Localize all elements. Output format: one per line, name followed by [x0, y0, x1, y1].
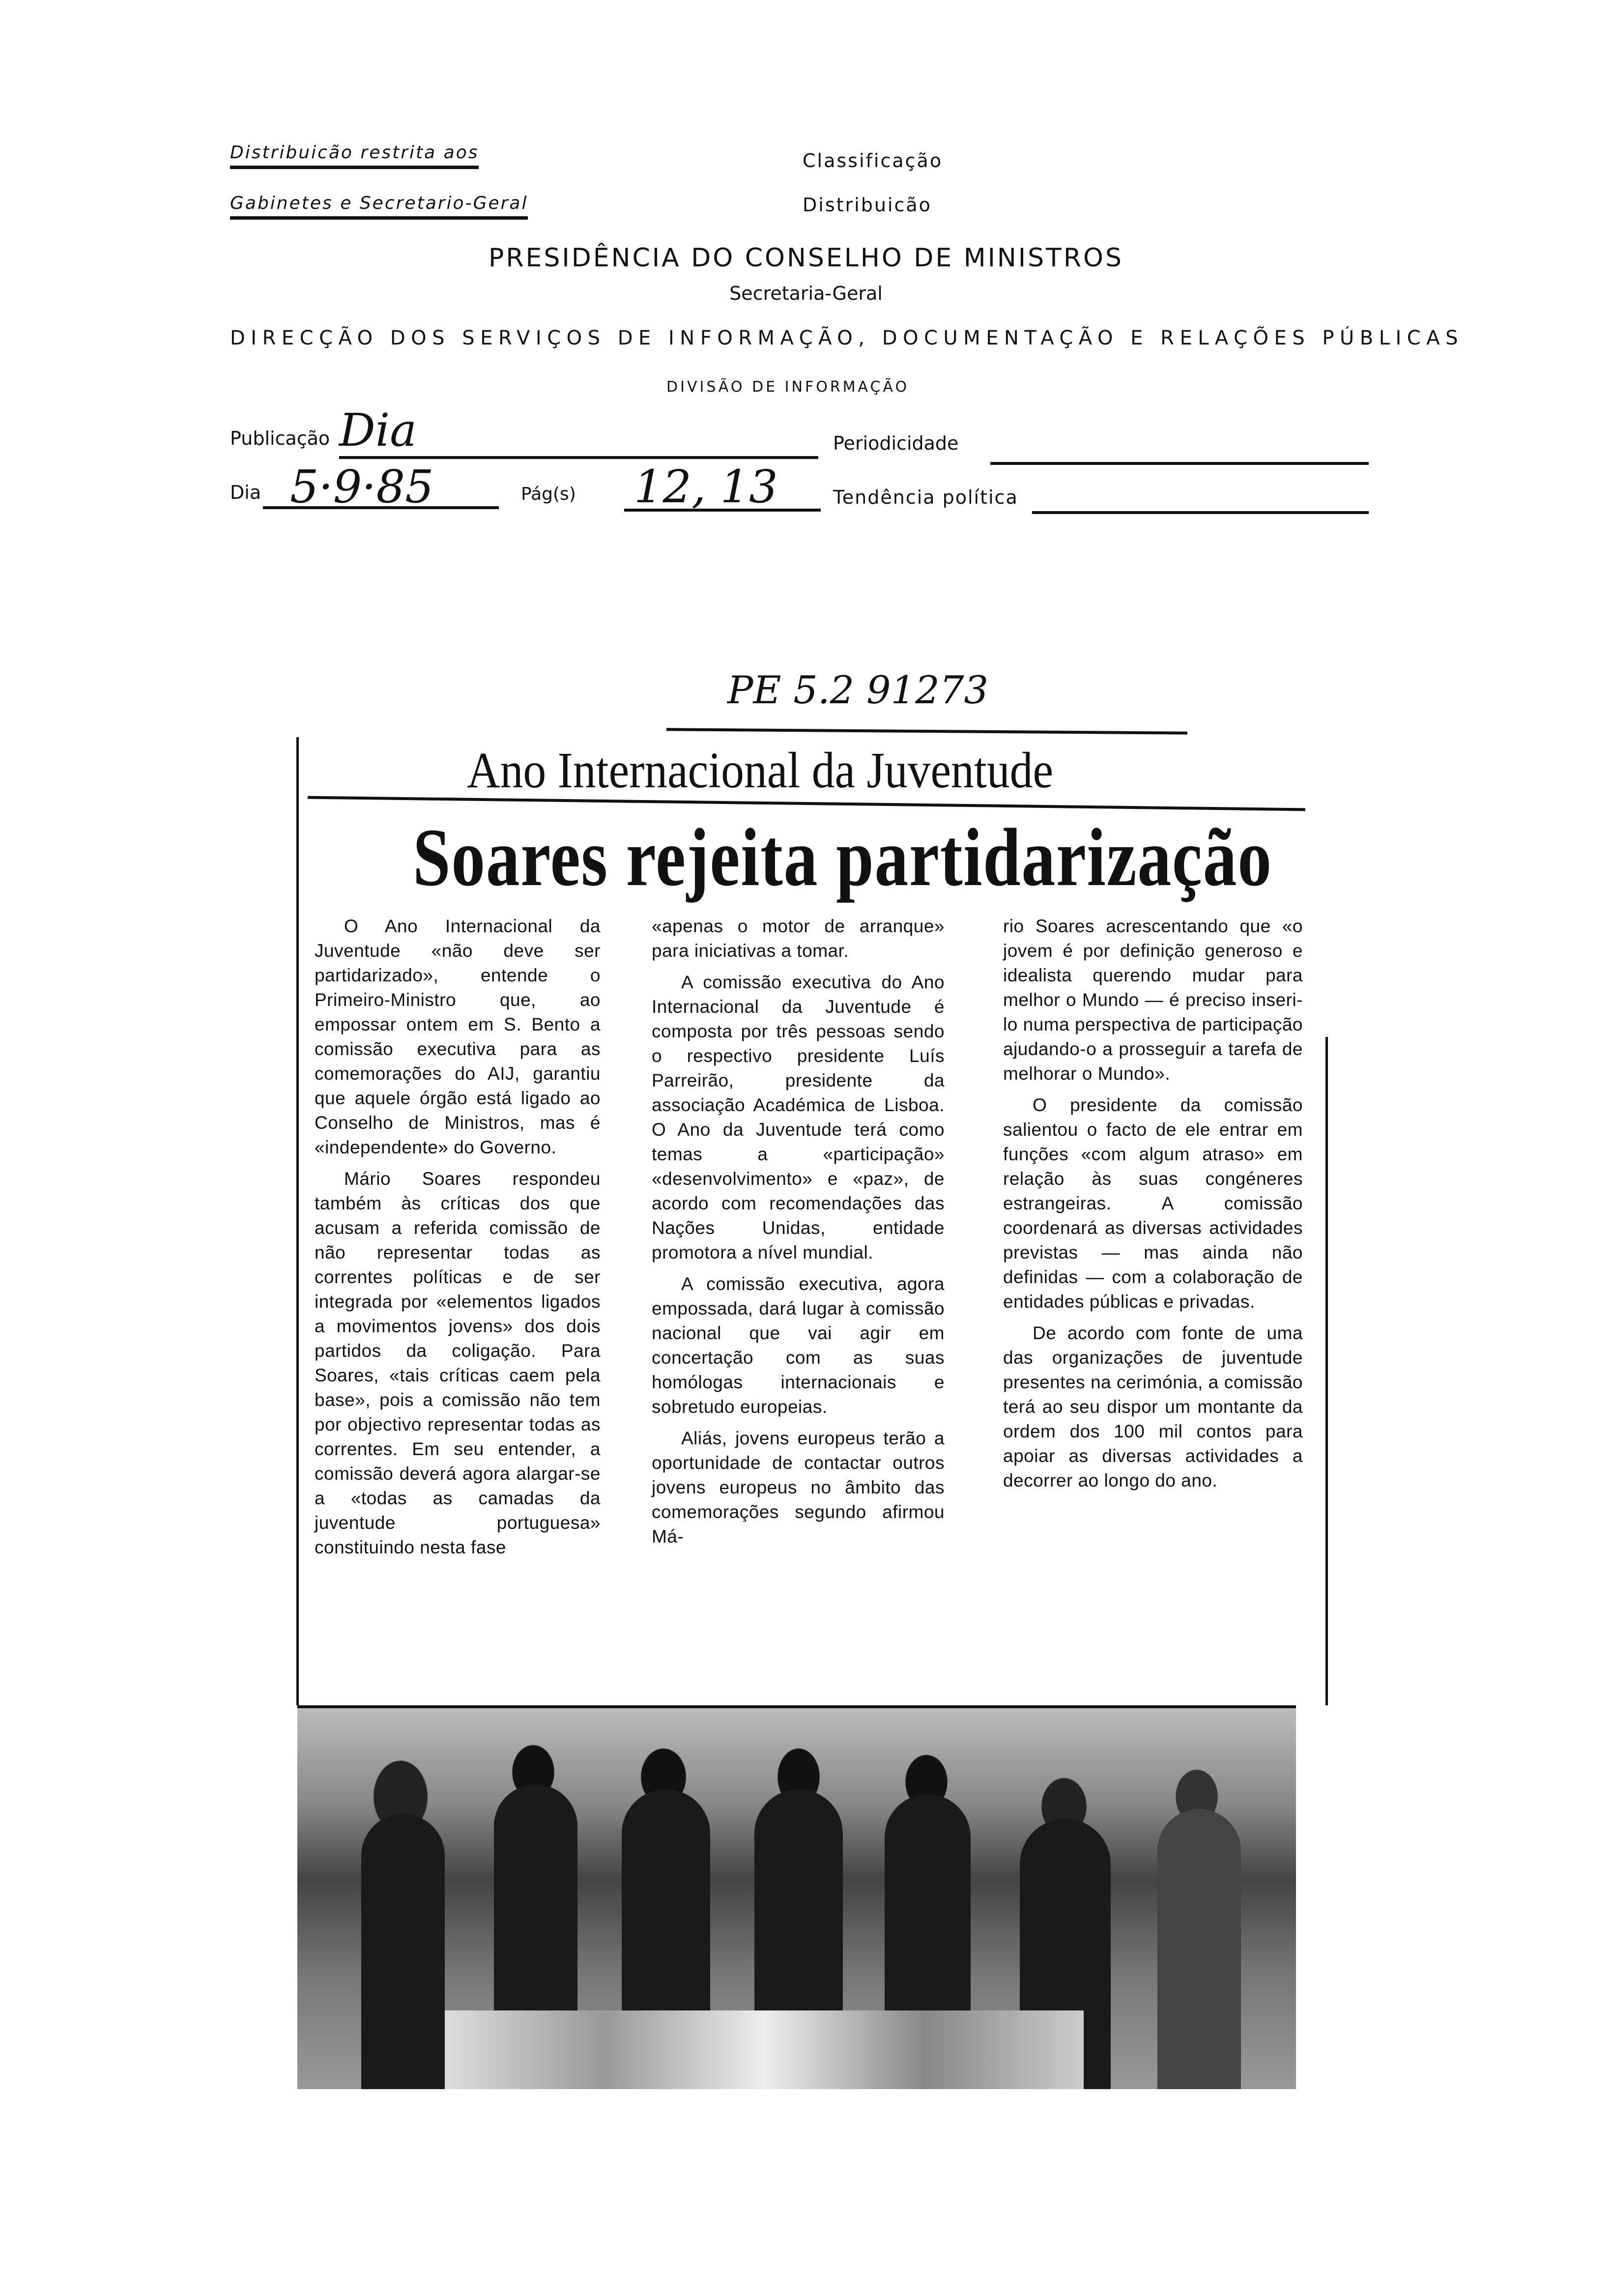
- article-column-3: [1003, 914, 1303, 1500]
- pages-field-line: [624, 509, 821, 512]
- paragraph: Aliás, jovens europeus terão a oportunidade de contactar outros jovens europeus no âmbito das comemorações segundo afirmou Má-: [652, 1428, 945, 1547]
- article-kicker: Ano Internacional da Juventude: [467, 742, 1053, 799]
- day-label: Dia: [230, 482, 261, 503]
- day-value: 5·9·85: [290, 460, 434, 513]
- paragraph: A comissão executiva do Ano Internacional da Juventude é composta por três pessoas sendo o respectivo presidente Luís Parreirão, presidente da associação Académica de Lisboa. O Ano da Juventude terá como temas a «participação» «desenvolvimento» e «paz», de acordo com recomendações das Nações Unidas, entidade promotora a nível mundial.: [652, 972, 945, 1263]
- handwritten-reference: PE 5.2 91273: [727, 668, 989, 713]
- org-subtitle: Secretaria-Geral: [729, 283, 883, 304]
- org-title: PRESIDÊNCIA DO CONSELHO DE MINISTROS: [489, 243, 1123, 273]
- distribution-label: Distribuicão: [803, 194, 932, 216]
- paragraph: De acordo com fonte de uma das organizações de juventude presentes na cerimónia, a comissão terá ao seu dispor um montante da ordem dos 100 mil contos para apoiar as diversas actividades a decorrer ao longo do ano.: [1003, 1323, 1303, 1491]
- paragraph: Mário Soares respondeu também às críticas dos que acusam a referida comissão de não representar todas as correntes políticas e de ser integrada por «elementos ligados a movimentos jovens» dos dois partidos da coligação. Para Soares, «tais críticas caem pela base», pois a comissão não tem por objectivo representar todas as correntes. Em seu entender, a comissão deverá agora alargar-se a «todas as camadas da juventude portuguesa» constituindo nesta fase: [315, 1169, 601, 1557]
- publication-value: Dia: [339, 404, 417, 457]
- periodicity-label: Periodicidade: [833, 432, 959, 454]
- paragraph: «apenas o motor de arranque» para iniciativas a tomar.: [652, 916, 945, 961]
- pages-label: Pág(s): [521, 484, 576, 504]
- clipping-left-border: [296, 737, 299, 1705]
- division-title: DIVISÃO DE INFORMAÇÃO: [666, 378, 910, 396]
- person-silhouette: [1157, 1809, 1241, 2089]
- paragraph: rio Soares acrescentando que «o jovem é por definição generoso e idealista querendo mudar para melhor o Mundo — é preciso inseri-lo numa perspectiva de participação ajudando-o a prosseguir a tarefa de melhorar o Mundo».: [1003, 916, 1303, 1084]
- paragraph: O Ano Internacional da Juventude «não deve ser partidarizado», entende o Primeiro-Ministro que, ao empossar ontem em S. Bento a comissão executiva para as comemorações do AIJ, garantiu que aquele órgão está ligado ao Conselho de Ministros, mas é «independente» do Governo.: [315, 916, 601, 1157]
- paragraph: A comissão executiva, agora empossada, dará lugar à comissão nacional que vai agir em concertação com as suas homólogas internacionais e sobretudo europeias.: [652, 1274, 945, 1417]
- article-column-2: [652, 914, 945, 1556]
- table-foreground: [445, 2010, 1084, 2089]
- classification-label: Classificação: [803, 150, 943, 172]
- distribution-recipients-label: Gabinetes e Secretario-Geral: [230, 193, 528, 220]
- person-silhouette: [361, 1814, 445, 2089]
- day-field-line: [263, 506, 499, 509]
- directorate-title: DIRECÇÃO DOS SERVIÇOS DE INFORMAÇÃO, DOCUMENTAÇÃO E RELAÇÕES PÚBLICAS: [230, 327, 1464, 349]
- distribution-restricted-label: Distribuicão restrita aos: [230, 143, 479, 169]
- tendency-label: Tendência política: [833, 487, 1018, 508]
- paragraph: O presidente da comissão salientou o facto de ele entrar em funções «com algum atraso» em relação às suas congéneres estrangeiras. A comissão coordenará as diversas actividades previstas — mas ainda não definidas — com a colaboração de entidades públicas e privadas.: [1003, 1095, 1303, 1312]
- tendency-field-line: [1032, 511, 1369, 514]
- article-column-1: [315, 914, 601, 1567]
- article-headline: Soares rejeita partidarização: [413, 812, 1272, 903]
- article-photo: [297, 1705, 1296, 2089]
- kicker-top-rule: [666, 728, 1187, 734]
- periodicity-field-line: [990, 462, 1369, 465]
- publication-label: Publicação: [230, 428, 330, 449]
- clipping-right-border: [1325, 1037, 1328, 1705]
- publication-field-line: [339, 456, 818, 459]
- pages-value: 12, 13: [634, 460, 778, 513]
